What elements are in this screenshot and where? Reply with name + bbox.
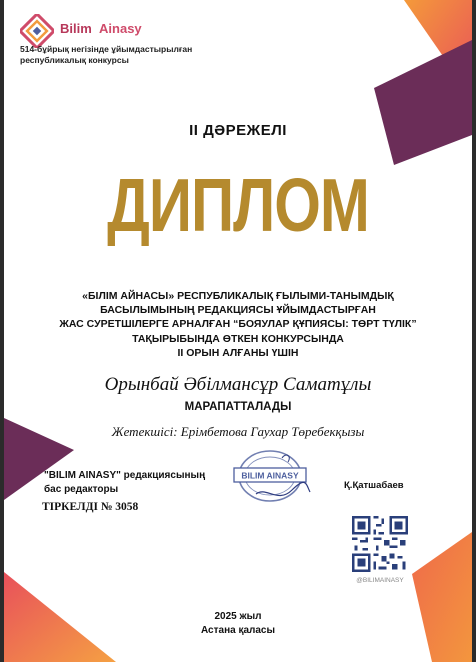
diploma-page xyxy=(4,0,472,662)
description-line: БАСЫЛЫМЫНЫҢ РЕДАКЦИЯСЫ ҰЙЫМДАСТЫРҒАН xyxy=(100,304,376,317)
year: 2025 жыл xyxy=(214,611,262,622)
description-line: ЖАС СУРЕТШІЛЕРГЕ АРНАЛҒАН “БОЯУЛАР ҚҰПИЯСЫ: ТӨРТ ТҮЛІК” xyxy=(59,318,417,331)
city: Астана қаласы xyxy=(200,625,276,636)
recipient-name: Орынбай Әбілмансұр Саматұлы xyxy=(104,374,372,395)
stamp-seal-icon xyxy=(226,446,314,506)
editor-title xyxy=(44,469,205,497)
qr-handle: @BILIMAINASY xyxy=(356,577,404,584)
editor-line: бас редакторы xyxy=(44,484,119,495)
supervisor-line: Жетекшісі: Ерімбетова Гаухар Төребекқызы xyxy=(111,424,365,439)
description-line: «БІЛІМ АЙНАСЫ» РЕСПУБЛИКАЛЫҚ ҒЫЛЫМИ-ТАНЫМДЫҚ xyxy=(82,290,394,302)
brand-name xyxy=(60,21,142,36)
brand-second: Ainasy xyxy=(99,21,142,36)
qr-code-icon xyxy=(352,516,408,572)
diploma-title: ДИПЛОМ xyxy=(107,163,369,247)
org-note-line: 514-бұйрық негізінде ұйымдастырылған xyxy=(20,44,193,54)
stamp-text: BILIM AINASY xyxy=(241,470,299,481)
awarded-label: МАРАПАТТАЛАДЫ xyxy=(184,401,292,413)
registration-number: ТІРКЕЛДІ № 3058 xyxy=(42,501,139,513)
description-line: ТАҚЫРЫБЫНДА ӨТКЕН КОНКУРСЫНДА xyxy=(132,332,344,345)
signatory-name: Қ.Қатшабаев xyxy=(344,480,404,491)
top-right-plum-shape xyxy=(374,40,472,165)
org-note-line: республикалық конкурсы xyxy=(20,55,129,65)
degree-heading: II ДӘРЕЖЕЛІ xyxy=(189,122,287,139)
editor-line: "BILIM AINASY" редакциясының xyxy=(44,470,206,481)
description-line: II ОРЫН АЛҒАНЫ ҮШІН xyxy=(177,346,299,359)
logo-mark-icon xyxy=(20,14,54,48)
org-note xyxy=(20,44,192,66)
brand-first: Bilim xyxy=(60,21,92,36)
award-description xyxy=(34,289,442,360)
bottom-right-orange-shape xyxy=(412,532,472,662)
